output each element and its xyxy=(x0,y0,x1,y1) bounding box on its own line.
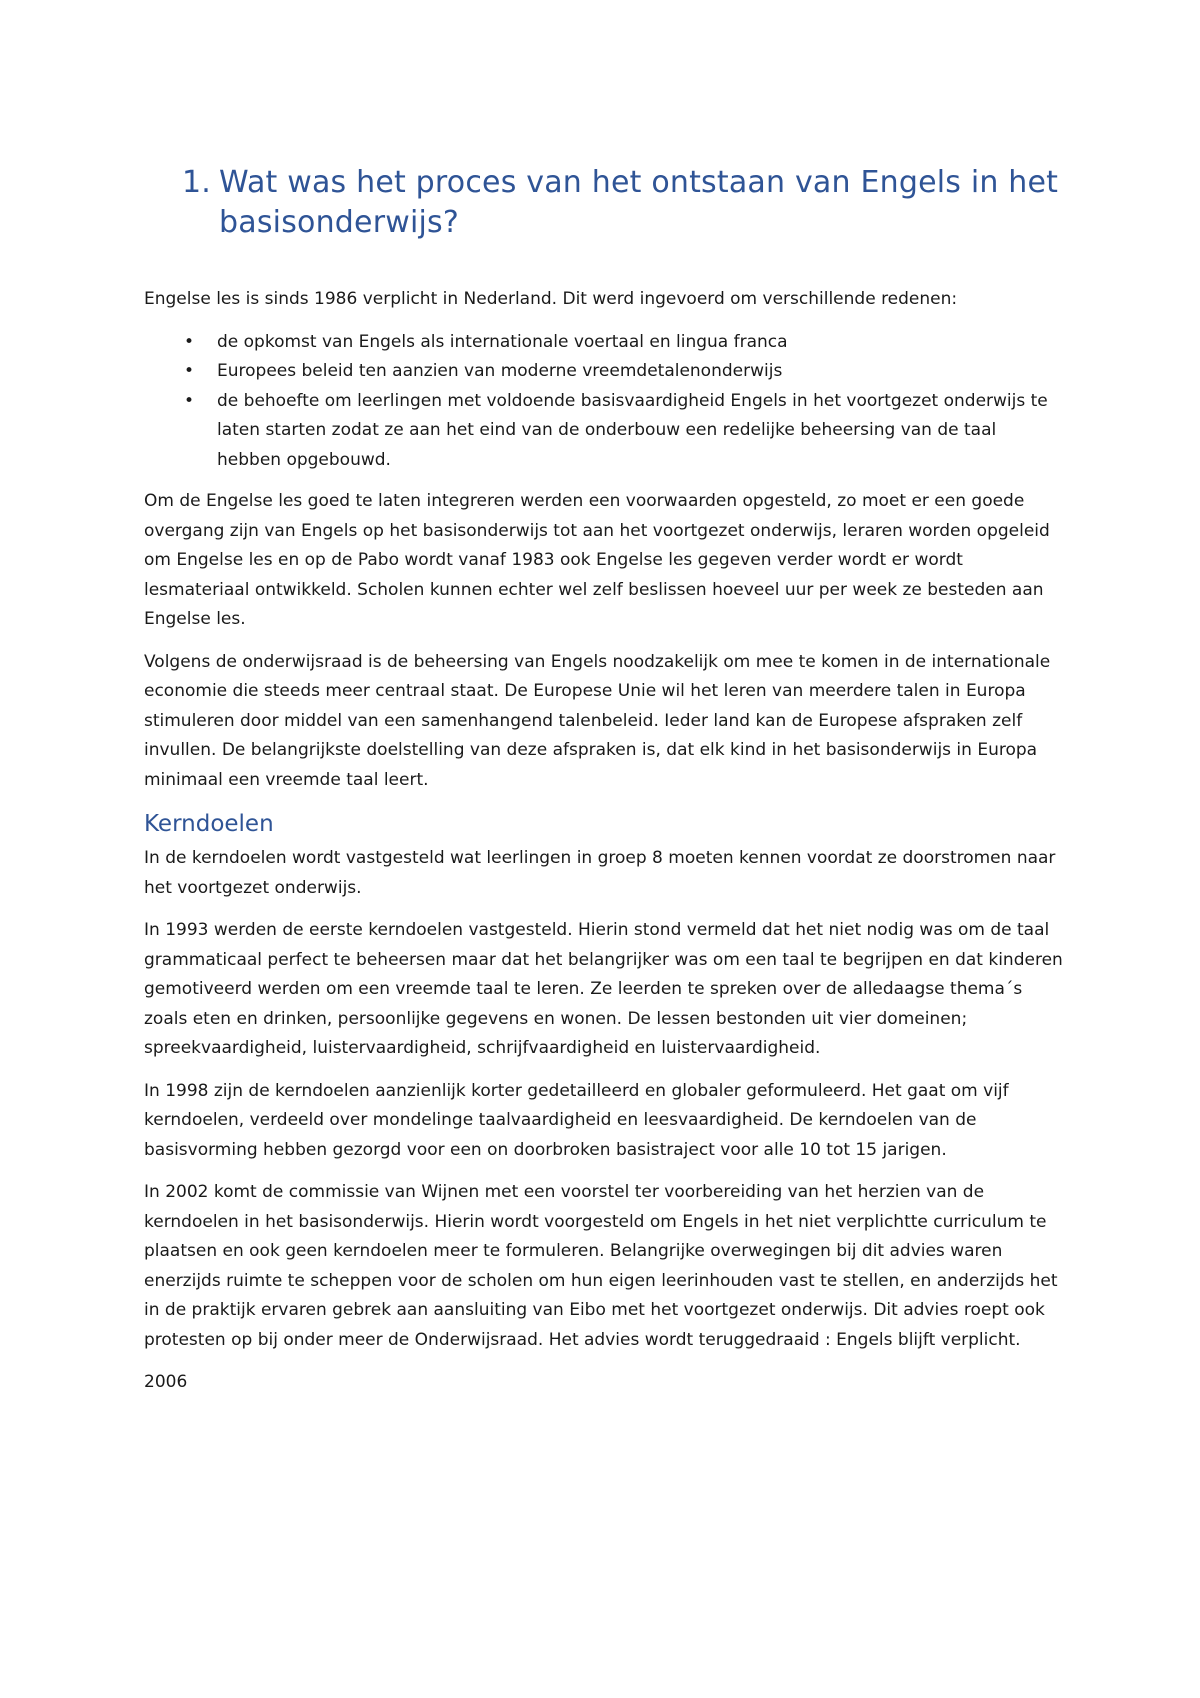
heading-kerndoelen: Kerndoelen xyxy=(144,811,274,837)
list-item xyxy=(144,357,1064,387)
kerndoelen-intro-paragraph: In de kerndoelen wordt vastgesteld wat leerlingen in groep 8 moeten kennen voordat ze doorstromen naar het voortgezet onderwijs. xyxy=(144,848,1056,898)
list-item xyxy=(144,387,1064,476)
list-item-text: de opkomst van Engels als internationale voertaal en lingua franca xyxy=(217,331,788,352)
paragraph-1998: In 1998 zijn de kerndoelen aanzienlijk korter gedetailleerd en globaler geformuleerd. Het gaat om vijf kerndoelen, verdeeld over mondelinge taalvaardigheid en leesvaardigheid. De kerndoelen van de basisvorming hebben gezorgd voor een on doorbroken basistraject voor alle 10 tot 15 jarigen. xyxy=(144,1080,1009,1160)
bullet-icon: • xyxy=(184,390,195,411)
reasons-list xyxy=(144,328,1064,476)
list-item-text: de behoefte om leerlingen met voldoende basisvaardigheid Engels in het voortgezet onderwijs te laten starten zodat ze aan het eind van de onderbouw een redelijke beheersing van de taal hebben opgebouwd. xyxy=(217,390,1048,470)
paragraph-1993: In 1993 werden de eerste kerndoelen vastgesteld. Hierin stond vermeld dat het niet nodig was om de taal grammaticaal perfect te beheersen maar dat het belangrijker was om een taal te begrijpen en dat kinderen gemotiveerd werden om een vreemde taal te leren. Ze leerden te spreken over de alledaagse thema´s zoals eten en drinken, persoonlijke gegevens en wonen. De lessen bestonden uit vier domeinen; spreekvaardigheid, luistervaardigheid, schrijfvaardigheid en luistervaardigheid. xyxy=(144,920,1063,1058)
list-item-text: Europees beleid ten aanzien van moderne vreemdetalenonderwijs xyxy=(217,361,783,381)
paragraph-2002: In 2002 komt de commissie van Wijnen met een voorstel ter voorbereiding van het herzien van de kerndoelen in het basisonderwijs. Hierin wordt voorgesteld om Engels in het niet verplichtte curriculum te plaatsen en ook geen kerndoelen meer te formuleren. Belangrijke overwegingen bij dit advies waren enerzijds ruimte te scheppen voor de scholen om hun eigen leerinhouden vast te stellen, en anderzijds het in de praktijk ervaren gebrek aan aansluiting van Eibo met het voortgezet onderwijs. Dit advies roept ook protesten op bij onder meer de Onderwijsraad. Het advies wordt teruggedraaid : Engels blijft verplicht. xyxy=(144,1182,1058,1350)
bullet-icon: • xyxy=(184,361,195,381)
heading-number: 1. xyxy=(182,165,212,200)
heading-text: Wat was het proces van het ontstaan van Engels in het basisonderwijs? xyxy=(219,165,1059,240)
heading-1 xyxy=(182,163,1064,243)
document-body xyxy=(144,163,1064,1411)
integration-paragraph: Om de Engelse les goed te laten integreren werden een voorwaarden opgesteld, zo moet er een goede overgang zijn van Engels op het basisonderwijs tot aan het voortgezet onderwijs, leraren worden opgeleid om Engelse les en op de Pabo wordt vanaf 1983 ook Engelse les gegeven verder wordt er wordt lesmateriaal ontwikkeld. Scholen kunnen echter wel zelf beslissen hoeveel uur per week ze besteden aan Engelse les. xyxy=(144,491,1050,629)
list-item xyxy=(144,328,1064,358)
bullet-icon: • xyxy=(184,331,195,352)
paragraph-2006: 2006 xyxy=(144,1372,188,1392)
onderwijsraad-paragraph: Volgens de onderwijsraad is de beheersing van Engels noodzakelijk om mee te komen in de internationale economie die steeds meer centraal staat. De Europese Unie wil het leren van meerdere talen in Europa stimuleren door middel van een samenhangend talenbeleid. Ieder land kan de Europese afspraken zelf invullen. De belangrijkste doelstelling van deze afspraken is, dat elk kind in het basisonderwijs in Europa minimaal een vreemde taal leert. xyxy=(144,651,1051,790)
intro-paragraph: Engelse les is sinds 1986 verplicht in Nederland. Dit werd ingevoerd om verschillende redenen: xyxy=(144,289,958,309)
